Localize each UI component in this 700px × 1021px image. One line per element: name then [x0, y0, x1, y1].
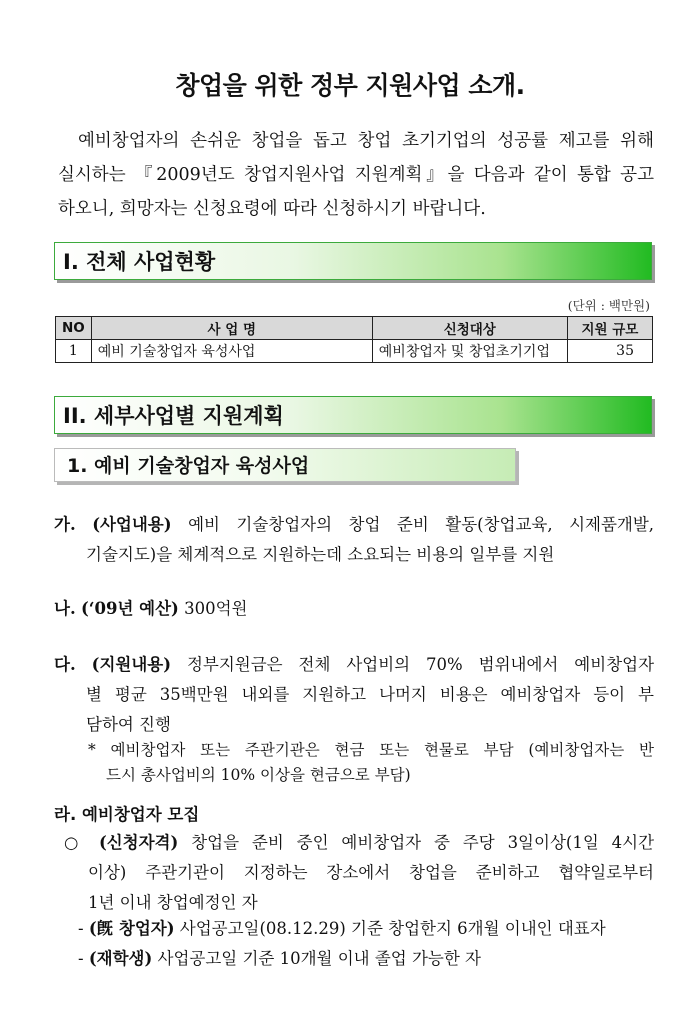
bullet-circle-icon: ○	[64, 833, 87, 852]
item-ra-sub-2	[78, 944, 654, 974]
item-na-text: 300억원	[184, 599, 248, 618]
qual-label: (신청자격)	[98, 833, 179, 852]
cell-target: 예비창업자 및 창업초기기업	[372, 340, 567, 363]
intro-paragraph	[58, 124, 654, 226]
col-header-no: NO	[56, 317, 92, 340]
cell-project: 예비 기술창업자 육성사업	[91, 340, 372, 363]
item-na-marker: 나.	[54, 599, 76, 618]
item-ga-line-2: 기술지도)을 체계적으로 지원하는데 소요되는 비용의 일부를 지원	[86, 545, 555, 564]
item-ga-line-1: 예비 기술창업자의 창업 준비 활동(창업교육, 시제품개발,	[188, 515, 655, 534]
item-da-label: (지원내용)	[91, 655, 172, 674]
intro-line-1: 예비창업자의 손쉬운 창업을 돕고 창업 초기기업의 성공률 제고를 위해	[78, 131, 654, 151]
item-ga-label: (사업내용)	[92, 515, 172, 534]
sub1-text: 사업공고일(08.12.29) 기준 창업한지 6개월 이내인 대표자	[179, 919, 606, 938]
qual-line-1: 창업을 준비 중인 예비창업자 중 주당 3일이상(1일 4시간	[191, 833, 655, 852]
item-ra-qualification	[64, 828, 654, 918]
sub1-label: (旣 창업자)	[88, 919, 175, 938]
item-da-line-2: 별 평균 35백만원 내외를 지원하고 나머지 비용은 예비창업자 등이 부	[86, 685, 654, 704]
table-row	[56, 340, 653, 363]
item-ga-marker: 가.	[54, 515, 76, 534]
item-da-line-3: 담하여 진행	[86, 715, 171, 734]
col-header-scale: 지원 규모	[567, 317, 652, 340]
item-na	[54, 594, 654, 624]
sub2-label: (재학생)	[88, 949, 153, 968]
item-da-line-1: 정부지원금은 전체 사업비의 70% 범위내에서 예비창업자	[186, 655, 655, 674]
table-header-row	[56, 317, 653, 340]
section-heading-overview: I. 전체 사업현황	[54, 242, 652, 280]
item-ga	[54, 510, 654, 570]
col-header-project: 사 업 명	[91, 317, 372, 340]
note-line-1: 예비창업자 또는 주관기관은 현금 또는 현물로 부담 (예비창업자는 반	[110, 741, 654, 759]
cell-scale: 35	[567, 340, 652, 363]
item-ra-label: 예비창업자 모집	[81, 805, 200, 824]
item-ra-sub-1	[78, 914, 654, 944]
item-ra-marker: 라.	[54, 805, 77, 824]
note-asterisk: *	[88, 741, 96, 759]
qual-line-3: 1년 이내 창업예정인 자	[88, 893, 258, 912]
item-ra-heading	[54, 800, 654, 830]
document-title: 창업을 위한 정부 지원사업 소개.	[175, 71, 525, 100]
intro-line-3: 하오니, 희망자는 신청요령에 따라 신청하시기 바랍니다.	[58, 199, 486, 219]
qual-line-2: 이상) 주관기관이 지정하는 장소에서 창업을 준비하고 협약일로부터	[88, 863, 654, 882]
dash-marker: -	[78, 949, 84, 968]
note-line-2: 드시 총사업비의 10% 이상을 현금으로 부담)	[106, 766, 411, 784]
dash-marker: -	[78, 919, 84, 938]
overview-table	[55, 316, 653, 363]
item-da-marker: 다.	[54, 655, 76, 674]
item-da-note	[88, 738, 654, 788]
section-heading-plan: II. 세부사업별 지원계획	[54, 396, 652, 434]
unit-label: (단위 : 백만원)	[567, 298, 650, 313]
item-na-label: (‘09년 예산)	[80, 599, 179, 618]
cell-no: 1	[56, 340, 92, 363]
col-header-target: 신청대상	[372, 317, 567, 340]
intro-line-2: 실시하는 『2009년도 창업지원사업 지원계획』을 다음과 같이 통합 공고	[58, 165, 654, 185]
sub2-text: 사업공고일 기준 10개월 이내 졸업 가능한 자	[157, 949, 481, 968]
item-da	[54, 650, 654, 740]
subsection-heading: 1. 예비 기술창업자 육성사업	[54, 448, 516, 482]
